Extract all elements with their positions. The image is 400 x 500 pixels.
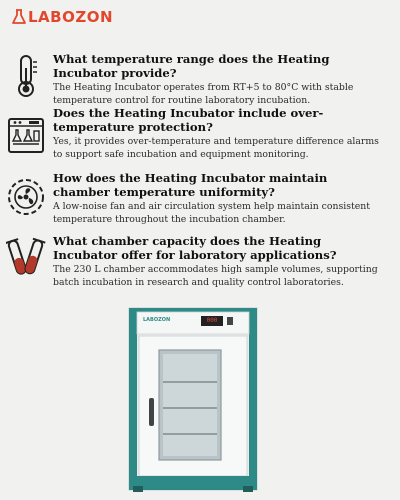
faq-question: What chamber capacity does the Heating Incubator offer for laboratory applications? [53,234,337,262]
faq-answer: The Heating Incubator operates from RT+5 to 80°C with stable temperature control for routine laboratory incubation. [53,82,354,106]
flask-logo-icon [12,9,26,25]
brand-logo-text: LABOZON [28,8,114,26]
faq-question: How does the Heating Incubator maintain chamber temperature uniformity? [53,171,328,199]
brand-logo [12,8,113,26]
faq-answer: Yes, it provides over-temperature and temperature difference alarms to support safe incubation and equipment monitoring. [53,136,379,160]
faq-question: What temperature range does the Heating Incubator provide? [53,52,330,80]
faq-answer: A low-noise fan and air circulation system help maintain consistent temperature throughout the incubation chamber. [53,201,370,225]
faq-question: Does the Heating Incubator include over-temperature protection? [53,106,324,134]
panel-brand-label: LABOZON [143,317,171,323]
thermometer-icon [6,54,46,98]
test-tubes-icon [6,236,46,280]
heating-incubator-image [127,302,259,496]
faq-answer: The 230 L chamber accommodates high sample volumes, supporting batch incubation in research and quality control laboratories. [53,264,378,288]
panel-display: 000 [206,317,218,324]
incubator-alarm-icon [6,114,46,158]
fan-circulation-icon [6,175,46,219]
